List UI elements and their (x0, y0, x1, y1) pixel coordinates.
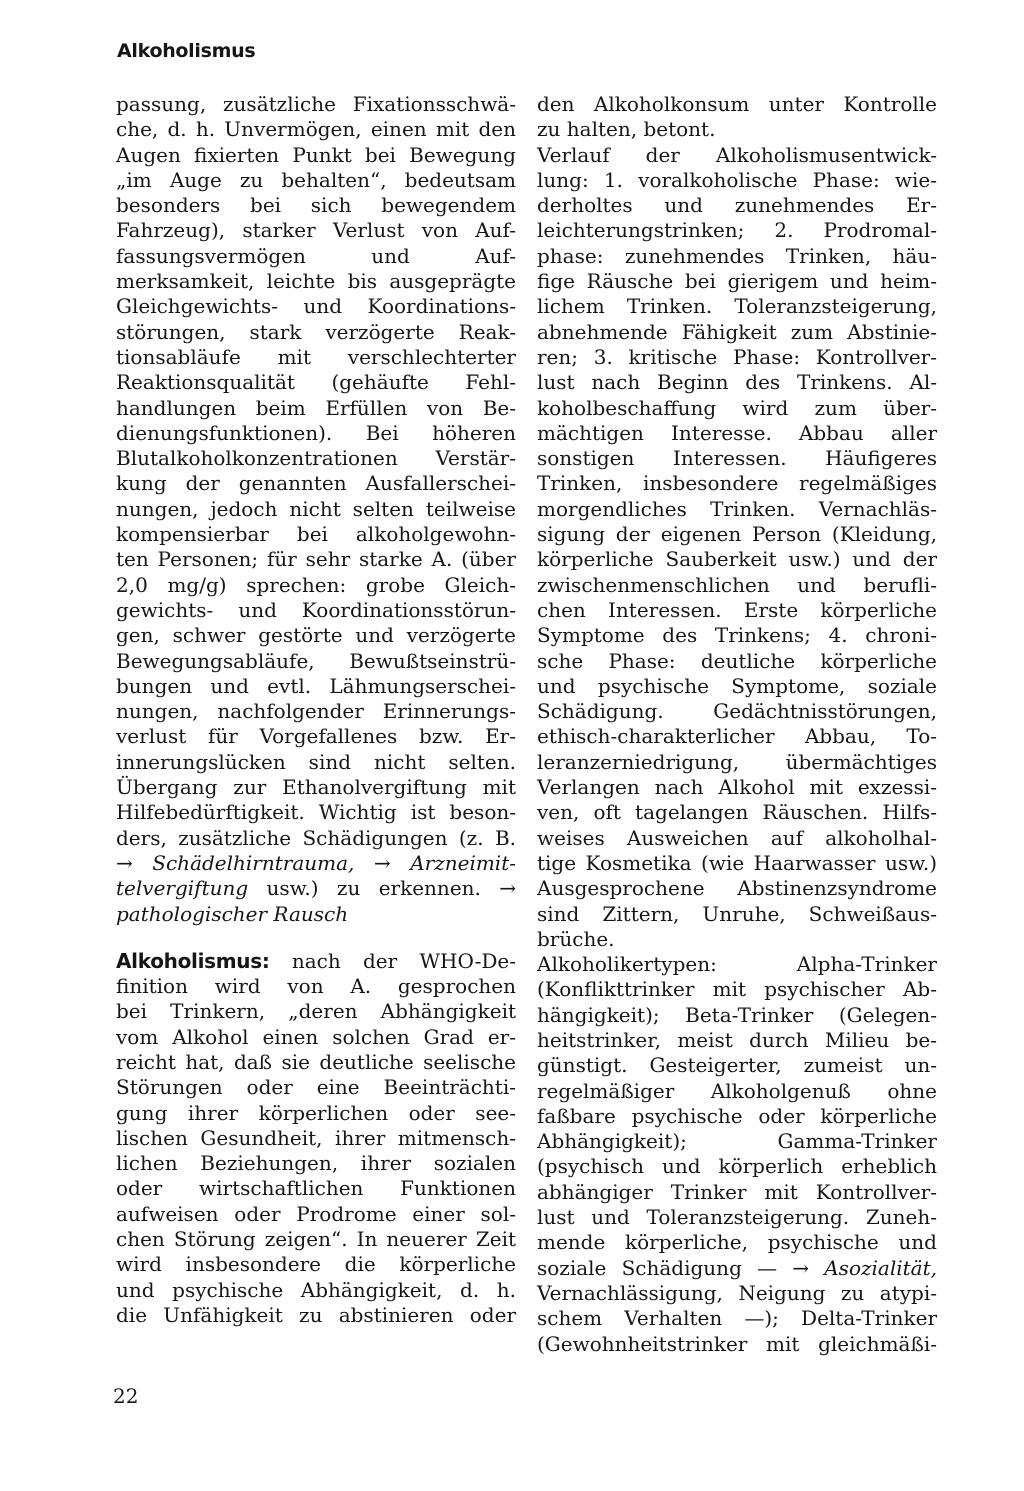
entry-headword: Alkoholismus: (116, 948, 270, 973)
text-line: derholtes und zunehmendes Er- (537, 193, 937, 218)
text-line: Symptome des Trinkens; 4. chroni- (537, 623, 937, 648)
text-fragment: nach der WHO-De- (291, 948, 516, 973)
text-line: kompensierbar bei alkoholgewohn- (116, 522, 516, 547)
text-line: abhängiger Trinker mit Kontrollver- (537, 1179, 937, 1204)
text-line: (Gewohnheitstrinker mit gleichmäßi- (537, 1331, 937, 1356)
text-line: merksamkeit, leichte bis ausgeprägte (116, 269, 516, 294)
text-line: Vernachlässigung, Neigung zu atypi- (537, 1280, 937, 1305)
text-line: gewichts- und Koordinationsstörun- (116, 597, 516, 622)
entry-definition (116, 974, 516, 1328)
text-line: reicht hat, daß sie deutliche seelische (116, 1049, 516, 1074)
text-fragment: soziale Schädigung — (537, 1255, 778, 1280)
text-line: Verlangen nach Alkohol mit exzessi- (537, 775, 937, 800)
text-line: hängigkeit); Beta-Trinker (Gelegen- (537, 1002, 937, 1027)
text-line: phase: zunehmendes Trinken, häu- (537, 243, 937, 268)
text-line: koholbeschaffung wird zum über- (537, 395, 937, 420)
xref-term-schaedelhirntrauma[interactable]: Schädelhirntrauma, (152, 850, 355, 875)
text-line: „im Auge zu behalten“, bedeutsam (116, 167, 516, 192)
text-line (116, 949, 516, 974)
text-line: mächtigen Interesse. Abbau aller (537, 420, 937, 445)
text-line (537, 1256, 937, 1281)
text-line: nungen, jedoch nicht selten teilweise (116, 496, 516, 521)
text-line: die Unfähigkeit zu abstinieren oder (116, 1302, 516, 1327)
text-line: oder wirtschaftlichen Funktionen (116, 1176, 516, 1201)
text-line: mende körperliche, psychische und (537, 1230, 937, 1255)
text-line: regelmäßiger Alkoholgenuß ohne (537, 1078, 937, 1103)
text-line: bei Trinkern, „deren Abhängigkeit (116, 999, 516, 1024)
text-line: ders, zusätzliche Schädigungen (z. B. (116, 825, 516, 850)
text-line: leichterungstrinken; 2. Prodromal- (537, 218, 937, 243)
text-line: Ausgesprochene Abstinenzsyndrome (537, 876, 937, 901)
paragraph-gap (116, 927, 516, 949)
text-line: Fahrzeug), starker Verlust von Auf- (116, 218, 516, 243)
text-line: sche Phase: deutliche körperliche (537, 648, 937, 673)
text-line: kung der genannten Ausfallerschei- (116, 471, 516, 496)
text-line: Verlauf der Alkoholismusentwick- (537, 142, 937, 167)
text-line: finition wird von A. gesprochen (116, 974, 516, 999)
text-line: sonstigen Interessen. Häufigeres (537, 446, 937, 471)
text-line: Blutalkoholkonzentrationen Verstär- (116, 446, 516, 471)
text-line: und psychische Symptome, soziale (537, 673, 937, 698)
text-line: handlungen beim Erfüllen von Be- (116, 395, 516, 420)
text-line: ren; 3. kritische Phase: Kontrollver- (537, 344, 937, 369)
text-line: chen Interessen. Erste körperliche (537, 597, 937, 622)
xref-arrow: → (499, 876, 517, 901)
xref-arrow: → (373, 850, 391, 875)
text-line: ven, oft tagelangen Räuschen. Hilfs- (537, 800, 937, 825)
text-line: Reaktionsqualität (gehäufte Fehl- (116, 370, 516, 395)
text-line: nungen, nachfolgender Erinnerungs- (116, 699, 516, 724)
text-line: gen, schwer gestörte und verzögerte (116, 623, 516, 648)
text-line: störungen, stark verzögerte Reak- (116, 319, 516, 344)
text-line: verlust für Vorgefallenes bzw. Er- (116, 724, 516, 749)
xref-arrow: → (116, 850, 133, 875)
text-line: den Alkoholkonsum unter Kontrolle (537, 92, 937, 116)
text-line: und psychische Abhängigkeit, d. h. (116, 1277, 516, 1302)
text-line: lischen Gesundheit, ihrer mitmensch- (116, 1125, 516, 1150)
text-line: leranzerniedrigung, übermächtiges (537, 749, 937, 774)
text-line: weises Ausweichen auf alkoholhal- (537, 825, 937, 850)
text-line (116, 876, 516, 901)
text-line: heitstrinker, meist durch Milieu be- (537, 1027, 937, 1052)
text-line: 2,0 mg/g) sprechen: grobe Gleich- (116, 572, 516, 597)
text-line: körperliche Sauberkeit usw.) und der (537, 547, 937, 572)
text-line: vom Alkohol einen solchen Grad er- (116, 1024, 516, 1049)
xref-term-asozialitaet[interactable]: Asozialität, (824, 1255, 937, 1280)
text-line: zu halten, betont. (537, 117, 716, 142)
text-line: wird insbesondere die körperliche (116, 1252, 516, 1277)
text-line: Übergang zur Ethanolvergiftung mit (116, 775, 516, 800)
text-line: innerungslücken sind nicht selten. (116, 749, 516, 774)
text-line: che, d. h. Unvermögen, einen mit den (116, 117, 516, 142)
text-line: abnehmende Fähigkeit zum Abstinie- (537, 319, 937, 344)
text-line: Störungen oder eine Beeinträchti- (116, 1075, 516, 1100)
text-line (116, 851, 516, 876)
text-line: morgendliches Trinken. Vernachläs- (537, 496, 937, 521)
text-line: gung ihrer körperlichen oder see- (116, 1100, 516, 1125)
text-line: (Konflikttrinker mit psychischer Ab- (537, 977, 937, 1002)
text-line: brüche. (537, 926, 615, 951)
text-line: Hilfebedürftigkeit. Wichtig ist beson- (116, 800, 516, 825)
text-line: Augen fixierten Punkt bei Bewegung (116, 142, 516, 167)
text-line: lichem Trinken. Toleranzsteigerung, (537, 294, 937, 319)
text-line: fige Räusche bei gierigem und heim- (537, 269, 937, 294)
xref-term-arzneimittelvergiftung-cont[interactable]: telvergiftung (116, 876, 249, 901)
right-text-block-end (537, 1281, 937, 1357)
right-column (537, 92, 937, 1357)
text-fragment: usw.) zu erkennen. (266, 876, 481, 901)
text-line: sigung der eigenen Person (Kleidung, (537, 522, 937, 547)
paragraph-continuation (116, 92, 516, 851)
left-column (116, 92, 516, 1328)
text-line: tionsabläufe mit verschlechterter (116, 344, 516, 369)
text-line: Gleichgewichts- und Koordinations- (116, 294, 516, 319)
text-line: lust und Toleranzsteigerung. Zuneh- (537, 1205, 937, 1230)
text-line: tige Kosmetika (wie Haarwasser usw.) (537, 850, 937, 875)
text-line: besonders bei sich bewegendem (116, 193, 516, 218)
text-line: passung, zusätzliche Fixationsschwä- (116, 92, 516, 116)
text-line: Trinken, insbesondere regelmäßiges (537, 471, 937, 496)
text-line: ten Personen; für sehr starke A. (über (116, 547, 516, 572)
text-line: lichen Beziehungen, ihrer sozialen (116, 1151, 516, 1176)
text-line: dienungsfunktionen). Bei höheren (116, 420, 516, 445)
text-line: Bewegungsabläufe, Bewußtseinstrü- (116, 648, 516, 673)
xref-arrow: → (792, 1255, 810, 1280)
text-line: sind Zittern, Unruhe, Schweißaus- (537, 901, 937, 926)
text-line: zwischenmenschlichen und berufli- (537, 572, 937, 597)
text-line: (psychisch und körperlich erheblich (537, 1154, 937, 1179)
xref-term-arzneimittelvergiftung[interactable]: Arzneimit- (410, 850, 516, 875)
text-line: Schädigung. Gedächtnisstörungen, (537, 699, 937, 724)
text-line: günstigt. Gesteigerter, zumeist un- (537, 1053, 937, 1078)
text-line: fassungsvermögen und Auf- (116, 243, 516, 268)
text-line: schem Verhalten —); Delta-Trinker (537, 1306, 937, 1331)
text-line (116, 902, 516, 927)
text-line: lung: 1. voralkoholische Phase: wie- (537, 167, 937, 192)
text-line: aufweisen oder Prodrome einer sol- (116, 1201, 516, 1226)
running-head: Alkoholismus (117, 40, 256, 62)
page-number: 22 (113, 1384, 139, 1408)
text-line: chen Störung zeigen“. In neuerer Zeit (116, 1227, 516, 1252)
text-line: ethisch-charakterlicher Abbau, To- (537, 724, 937, 749)
text-line: lust nach Beginn des Trinkens. Al- (537, 370, 937, 395)
xref-term-pathologischer-rausch[interactable]: pathologischer Rausch (116, 901, 349, 926)
text-line: Alkoholikertypen: Alpha-Trinker (537, 952, 937, 977)
text-line: bungen und evtl. Lähmungserschei- (116, 673, 516, 698)
text-line: Abhängigkeit); Gamma-Trinker (537, 1129, 937, 1154)
text-line: faßbare psychische oder körperliche (537, 1103, 937, 1128)
right-text-block (537, 92, 937, 1256)
